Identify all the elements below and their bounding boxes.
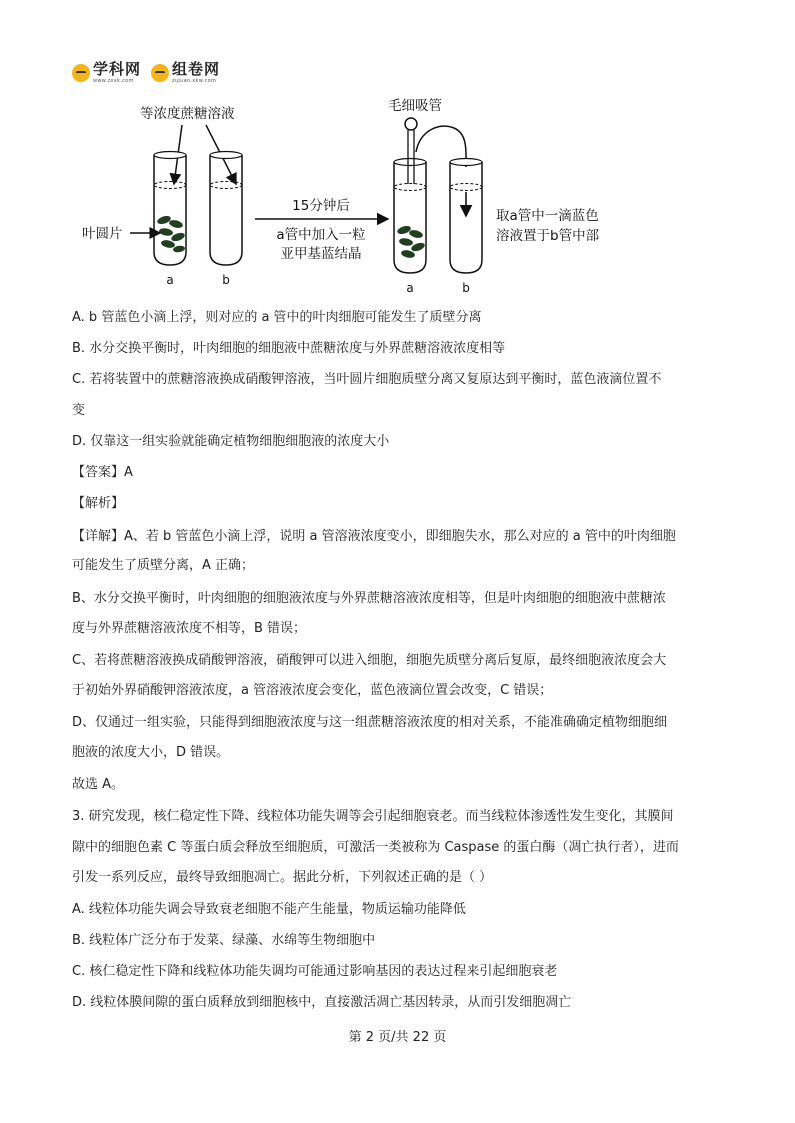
tube-b-label-right: b bbox=[462, 281, 470, 295]
arrow-bottom-text-1: a管中加入一粒 bbox=[276, 227, 366, 243]
graduate-face-icon bbox=[72, 64, 90, 82]
detail-d-2: 胞液的浓度大小，D 错误。 bbox=[72, 745, 230, 760]
answer: 【答案】A bbox=[72, 465, 133, 480]
question-3-line-2: 隙中的细胞色素 C 等蛋白质会释放至细胞质，可激活一类被称为 Caspase 的蛋白酶（凋亡执行者），进而 bbox=[72, 840, 679, 855]
detail-a-1: 【详解】A、若 b 管蓝色小滴上浮，说明 a 管溶液浓度变小，即细胞失水，那么对应的 a 管中的叶肉细胞 bbox=[72, 529, 676, 544]
logo-xuekewang bbox=[72, 62, 141, 84]
logo1-text: 学科网 bbox=[93, 60, 142, 78]
option-b: B. 水分交换平衡时，叶肉细胞的细胞液中蔗糖浓度与外界蔗糖溶液浓度相等 bbox=[72, 341, 506, 356]
tube-a-label-left: a bbox=[166, 273, 174, 287]
page-footer: 第 2 页/共 22 页 bbox=[348, 1030, 447, 1045]
tube-b-label-left: b bbox=[222, 273, 230, 287]
detail-c-1: C、若将蔗糖溶液换成硝酸钾溶液，硝酸钾可以进入细胞，细胞先质壁分离后复原，最终细胞液浓度会大 bbox=[72, 653, 667, 668]
logo-zujuanwang bbox=[151, 62, 220, 84]
q3-option-c: C. 核仁稳定性下降和线粒体功能失调均可能通过影响基因的表达过程来引起细胞衰老 bbox=[72, 964, 558, 979]
detail-d-1: D、仅通过一组实验，只能得到细胞液浓度与这一组蔗糖溶液浓度的相对关系，不能准确确定植物细胞细 bbox=[72, 715, 668, 730]
right-instruction-1: 取a管中一滴蓝色 bbox=[496, 208, 599, 224]
q3-option-b: B. 线粒体广泛分布于发菜、绿藻、水绵等生物细胞中 bbox=[72, 933, 376, 948]
logo2-url: zujuan.xkw.com bbox=[172, 78, 217, 84]
logo1-url: www.zxxk.com bbox=[93, 78, 134, 84]
leaf-label: 叶圆片 bbox=[82, 226, 123, 242]
arrow-top-text: 15分钟后 bbox=[292, 198, 350, 214]
detail-a-2: 可能发生了质壁分离，A 正确； bbox=[72, 558, 255, 573]
header-logos bbox=[72, 62, 230, 90]
analysis-heading: 【解析】 bbox=[72, 496, 125, 511]
right-instruction-2: 溶液置于b管中部 bbox=[496, 228, 600, 244]
final-choice: 故选 A。 bbox=[72, 777, 125, 792]
arrow-bottom-text-2: 亚甲基蓝结晶 bbox=[280, 246, 362, 262]
tube-a-label-right: a bbox=[406, 281, 414, 295]
tube-a-left bbox=[154, 152, 186, 266]
question-3-line-3: 引发一系列反应，最终导致细胞凋亡。据此分析，下列叙述正确的是（ ） bbox=[72, 870, 493, 885]
option-c: C. 若将装置中的蔗糖溶液换成硝酸钾溶液，当叶圆片细胞质壁分离又复原达到平衡时，蓝色液滴位置不 bbox=[72, 372, 662, 387]
solution-label: 等浓度蔗糖溶液 bbox=[140, 106, 235, 122]
q3-option-d: D. 线粒体膜间隙的蛋白质释放到细胞核中，直接激活凋亡基因转录，从而引发细胞凋亡 bbox=[72, 995, 572, 1010]
detail-b-2: 度与外界蔗糖溶液浓度不相等，B 错误； bbox=[72, 621, 307, 636]
tube-b-right bbox=[450, 159, 482, 274]
detail-c-2: 于初始外界硝酸钾溶液浓度，a 管溶液浓度会变化，蓝色液滴位置会改变，C 错误； bbox=[72, 683, 553, 698]
tube-a-right bbox=[394, 159, 426, 274]
q3-option-a: A. 线粒体功能失调会导致衰老细胞不能产生能量，物质运输功能降低 bbox=[72, 902, 466, 917]
graduate-face-icon bbox=[151, 64, 169, 82]
capillary-pipette bbox=[405, 118, 466, 184]
capillary-label: 毛细吸管 bbox=[388, 98, 442, 114]
detail-b-1: B、水分交换平衡时，叶肉细胞的细胞液浓度与外界蔗糖溶液浓度相等，但是叶肉细胞的细胞液中蔗糖浓 bbox=[72, 591, 666, 606]
option-a: A. b 管蓝色小滴上浮，则对应的 a 管中的叶肉细胞可能发生了质壁分离 bbox=[72, 310, 482, 325]
logo2-text: 组卷网 bbox=[172, 60, 221, 78]
experiment-figure bbox=[70, 92, 690, 302]
question-3-line-1: 3. 研究发现，核仁稳定性下降、线粒体功能失调等会引起细胞衰老。而当线粒体渗透性发生变化，其膜间 bbox=[72, 809, 674, 824]
option-c-cont: 变 bbox=[72, 403, 86, 418]
option-d: D. 仅靠这一组实验就能确定植物细胞细胞液的浓度大小 bbox=[72, 434, 390, 449]
tube-b-left bbox=[210, 152, 242, 266]
